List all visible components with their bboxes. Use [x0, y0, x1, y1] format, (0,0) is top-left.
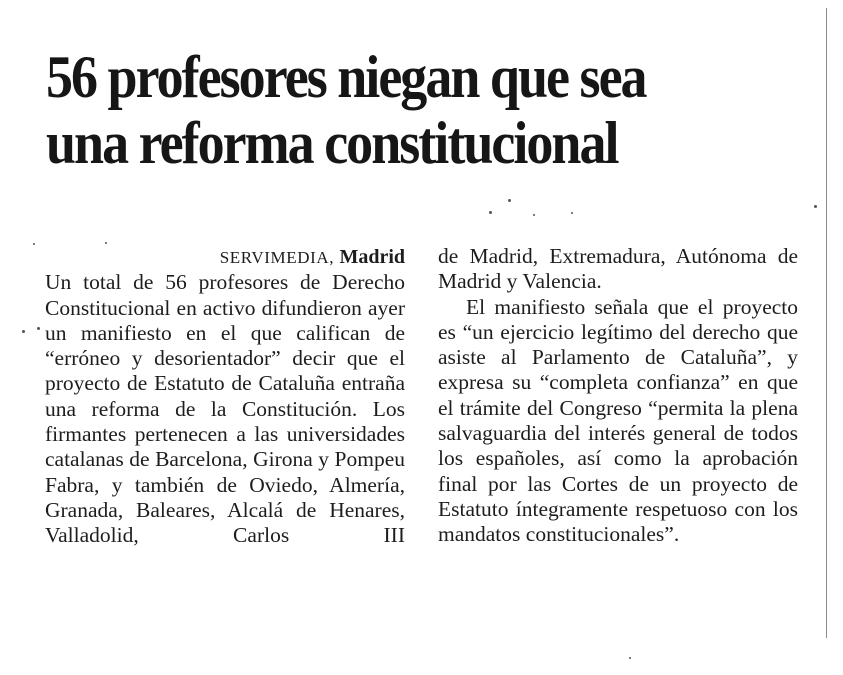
right-margin-rule	[826, 8, 827, 638]
scan-speck	[629, 657, 631, 659]
scan-speck	[533, 214, 535, 216]
scan-speck	[33, 243, 35, 245]
byline	[45, 244, 405, 270]
scan-speck	[489, 211, 492, 214]
paragraph-2: El manifiesto señala que el proyecto es “un ejercicio legítimo del derecho que asiste al Parlamento de Cataluña”, y expresa su “completa confianza” en que el trámite del Congreso “permita la plena salvaguardia del interés general de todos los españoles, así como la aprobación final por las Cortes de un proyecto de Estatuto íntegramente respetuoso con los mandatos constitucionales”.	[438, 294, 798, 547]
scan-speck	[508, 199, 511, 202]
scan-speck	[571, 212, 573, 214]
scan-speck	[22, 330, 25, 333]
scan-speck	[814, 205, 817, 208]
byline-agency: SERVIMEDIA,	[219, 248, 335, 267]
headline-line-2: una reforma constitucional	[46, 110, 618, 176]
article-headline	[46, 44, 730, 176]
headline-line-1: 56 profesores niegan que sea	[46, 44, 646, 110]
paragraph-1-part-2: de Madrid, Extremadura, Autónoma de Madrid y Valencia.	[438, 244, 798, 294]
article-column-right	[438, 244, 798, 548]
paragraph-1-part-1: Un total de 56 profesores de Derecho Constitucional en activo difundieron ayer un manifiesto en el que califican de “erróneo y desorientador” decir que el proyecto de Estatuto de Cataluña entraña una reforma de la Constitución. Los firmantes pertenecen a las universidades catalanas de Barcelona, Girona y Pompeu Fabra, y también de Oviedo, Almería, Granada, Baleares, Alcalá de Henares, Valladolid, Carlos III	[45, 270, 405, 548]
scan-speck	[37, 327, 40, 330]
byline-place: Madrid	[339, 246, 405, 268]
article-column-left	[45, 244, 405, 549]
